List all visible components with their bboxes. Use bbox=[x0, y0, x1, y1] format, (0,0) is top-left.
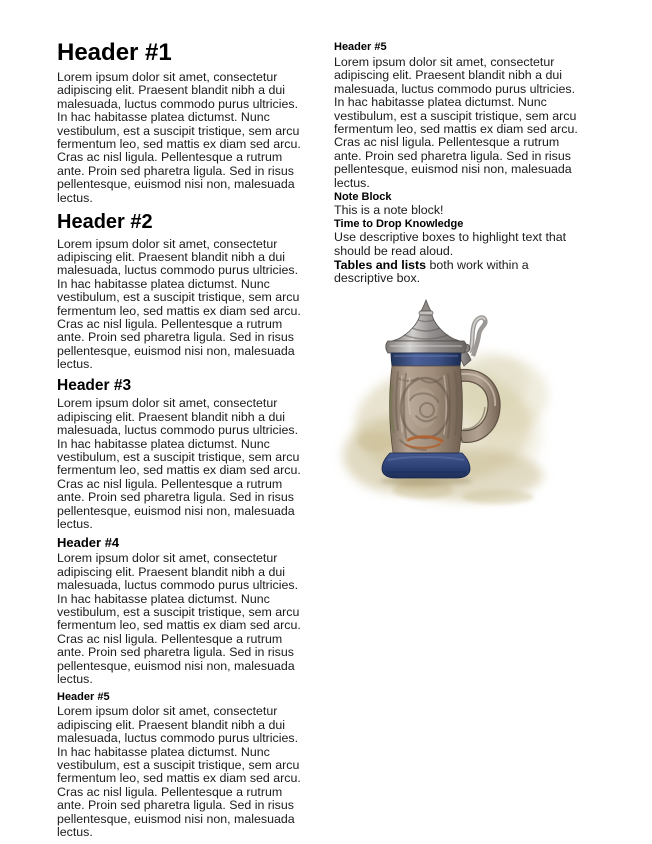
knowledge-text: Use descriptive boxes to highlight text that should be read aloud. bbox=[334, 230, 567, 258]
paragraph-2: Lorem ipsum dolor sit amet, consectetur adipiscing elit. Praesent blandit nibh a dui malesuada, luctus commodo purus ultricies. In hac habitasse platea dictumst. Nunc vestibulum, est a suscipit tristique, sem arcu fermentum leo, sed mattis ex diam sed arcu. Cras ac nisl ligula. Pellentesque a rutrum ante. Proin sed pharetra ligula. Sed in risus pellentesque, euismod nisi non, malesuada lectus. bbox=[57, 236, 301, 372]
stein-top-blue-band bbox=[391, 353, 461, 366]
paragraph-1: Lorem ipsum dolor sit amet, consectetur adipiscing elit. Praesent blandit nibh a dui malesuada, luctus commodo purus ultricies. In hac habitasse platea dictumst. Nunc vestibulum, est a suscipit tristique, sem arcu fermentum leo, sed mattis ex diam sed arcu. Cras ac nisl ligula. Pellentesque a rutrum ante. Proin sed pharetra ligula. Sed in risus pellentesque, euismod nisi non, malesuada lectus. bbox=[57, 69, 301, 205]
stein-base-blue-band bbox=[382, 453, 470, 478]
heading-3: Header #3 bbox=[57, 376, 132, 394]
paragraph-right: Lorem ipsum dolor sit amet, consectetur adipiscing elit. Praesent blandit nibh a dui malesuada, luctus commodo purus ultricies. In hac habitasse platea dictumst. Nunc vestibulum, est a suscipit tristique, sem arcu fermentum leo, sed mattis ex diam sed arcu. Cras ac nisl ligula. Pellentesque a rutrum ante. Proin sed pharetra ligula. Sed in risus pellentesque, euismod nisi non, malesuada lectus. bbox=[334, 54, 578, 190]
heading-4: Header #4 bbox=[57, 535, 120, 551]
beer-stein-illustration bbox=[328, 290, 628, 512]
tables-note-bold: Tables and lists bbox=[334, 257, 427, 272]
note-block-text: This is a note block! bbox=[334, 202, 444, 217]
heading-1: Header #1 bbox=[57, 39, 172, 66]
stein-lid bbox=[386, 300, 467, 353]
heading-2: Header #2 bbox=[57, 210, 153, 233]
heading-5-right: Header #5 bbox=[334, 41, 387, 53]
tables-note-rest: both work within a descriptive box. bbox=[334, 257, 529, 286]
tables-note bbox=[334, 259, 587, 286]
stein-body bbox=[390, 366, 463, 453]
knowledge-title: Time to Drop Knowledge bbox=[334, 218, 464, 231]
heading-5: Header #5 bbox=[57, 690, 110, 703]
note-block-title: Note Block bbox=[334, 190, 392, 203]
beer-stein-svg bbox=[328, 290, 628, 512]
left-column bbox=[57, 40, 310, 840]
paragraph-3: Lorem ipsum dolor sit amet, consectetur adipiscing elit. Praesent blandit nibh a dui malesuada, luctus commodo purus ultricies. In hac habitasse platea dictumst. Nunc vestibulum, est a suscipit tristique, sem arcu fermentum leo, sed mattis ex diam sed arcu. Cras ac nisl ligula. Pellentesque a rutrum ante. Proin sed pharetra ligula. Sed in risus pellentesque, euismod nisi non, malesuada lectus. bbox=[57, 396, 301, 532]
paragraph-4: Lorem ipsum dolor sit amet, consectetur adipiscing elit. Praesent blandit nibh a dui malesuada, luctus commodo purus ultricies. In hac habitasse platea dictumst. Nunc vestibulum, est a suscipit tristique, sem arcu fermentum leo, sed mattis ex diam sed arcu. Cras ac nisl ligula. Pellentesque a rutrum ante. Proin sed pharetra ligula. Sed in risus pellentesque, euismod nisi non, malesuada lectus. bbox=[57, 551, 301, 687]
paragraph-5: Lorem ipsum dolor sit amet, consectetur adipiscing elit. Praesent blandit nibh a dui malesuada, luctus commodo purus ultricies. In hac habitasse platea dictumst. Nunc vestibulum, est a suscipit tristique, sem arcu fermentum leo, sed mattis ex diam sed arcu. Cras ac nisl ligula. Pellentesque a rutrum ante. Proin sed pharetra ligula. Sed in risus pellentesque, euismod nisi non, malesuada lectus. bbox=[57, 704, 301, 840]
